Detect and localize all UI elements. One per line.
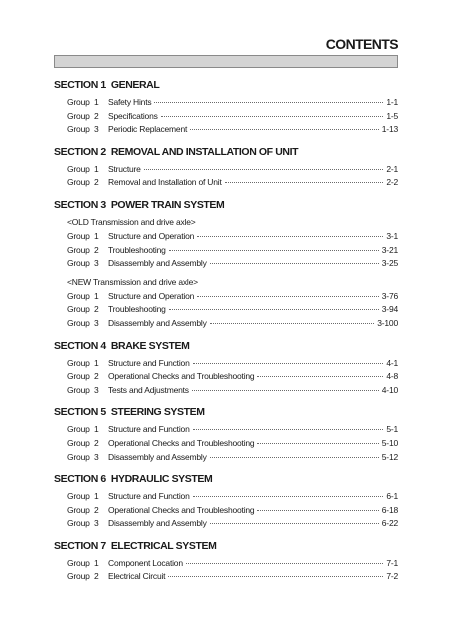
dot-leader: [210, 263, 379, 264]
entry-title: Structure and Operation: [108, 290, 195, 301]
toc-entry[interactable]: [67, 290, 398, 304]
entry-title: Operational Checks and Troubleshooting: [108, 437, 255, 448]
table-of-contents: [54, 78, 398, 592]
toc-entry[interactable]: [67, 163, 398, 177]
toc-section: [54, 198, 398, 331]
entry-page-number: 5-1: [386, 424, 398, 435]
entry-group-number: 1: [94, 290, 99, 301]
toc-section: [54, 539, 398, 584]
dot-leader: [193, 429, 384, 430]
dot-leader: [210, 457, 379, 458]
entry-group-number: 3: [94, 451, 99, 462]
dot-leader: [144, 169, 384, 170]
section-number: SECTION 7: [54, 539, 106, 552]
entry-page-number: 2-2: [386, 177, 398, 188]
toc-section: [54, 339, 398, 398]
toc-section: [54, 145, 398, 190]
section-heading: [54, 472, 398, 486]
toc-entry[interactable]: [67, 490, 398, 504]
entry-title: Operational Checks and Troubleshooting: [108, 371, 255, 382]
entry-group-number: 2: [94, 504, 99, 515]
entry-page-number: 4-8: [386, 371, 398, 382]
entry-page-number: 6-18: [381, 504, 398, 515]
entry-title: Troubleshooting: [108, 304, 166, 315]
entry-page-number: 3-21: [381, 244, 398, 255]
entry-title: Structure and Function: [108, 424, 190, 435]
dot-leader: [257, 443, 378, 444]
entry-group-label: Group: [67, 304, 90, 315]
entry-group-label: Group: [67, 97, 90, 107]
toc-entry[interactable]: [67, 230, 398, 244]
entry-page-number: 6-22: [381, 518, 398, 529]
section-title: GENERAL: [110, 79, 160, 91]
toc-entry[interactable]: [67, 123, 398, 137]
toc-entry[interactable]: [67, 504, 398, 518]
entry-title: Tests and Adjustments: [108, 384, 189, 395]
toc-entry[interactable]: [67, 96, 398, 110]
section-number: SECTION 5: [54, 406, 106, 419]
entry-group-number: 3: [94, 518, 99, 529]
section-number: SECTION 4: [54, 339, 106, 352]
entry-page-number: 4-1: [386, 357, 398, 368]
entry-title: Structure and Operation: [108, 230, 195, 241]
entry-group-number: 2: [94, 177, 99, 188]
entry-page-number: 3-100: [377, 317, 398, 328]
entry-title: Structure and Function: [108, 491, 190, 502]
entry-group-label: Group: [67, 557, 90, 568]
dot-leader: [154, 102, 383, 103]
section-title: ELECTRICAL SYSTEM: [110, 539, 217, 552]
entry-group-number: 1: [94, 357, 99, 368]
entry-group-label: Group: [67, 317, 90, 328]
toc-entry[interactable]: [67, 437, 398, 451]
entry-group-label: Group: [67, 357, 90, 368]
section-heading: [54, 539, 398, 553]
entry-group-number: 1: [94, 230, 99, 241]
toc-entry[interactable]: [67, 244, 398, 258]
dot-leader: [257, 510, 378, 511]
dot-leader: [192, 390, 379, 391]
entry-title: Safety Hints: [108, 97, 152, 107]
entry-group-label: Group: [67, 230, 90, 241]
toc-entry[interactable]: [67, 257, 398, 271]
entry-group-label: Group: [67, 384, 90, 395]
dot-leader: [193, 363, 384, 364]
toc-entry[interactable]: [67, 557, 398, 571]
entry-group-number: 3: [94, 258, 99, 269]
entry-group-label: Group: [67, 244, 90, 255]
entry-group-label: Group: [67, 258, 90, 269]
toc-entry[interactable]: [67, 423, 398, 437]
section-number: SECTION 1: [54, 79, 106, 91]
entry-group-number: 1: [94, 491, 99, 502]
section-title: HYDRAULIC SYSTEM: [110, 473, 213, 486]
toc-entry[interactable]: [67, 570, 398, 584]
entry-page-number: 1-1: [386, 97, 398, 107]
entry-page-number: 3-25: [381, 258, 398, 269]
section-heading: [54, 339, 398, 353]
toc-entry[interactable]: [67, 517, 398, 531]
toc-section: [54, 78, 398, 137]
entry-group-number: 1: [94, 424, 99, 435]
entry-page-number: 1-13: [381, 124, 398, 135]
header-rule-bar: [54, 55, 398, 68]
dot-leader: [168, 576, 383, 577]
entry-group-number: 2: [94, 244, 99, 255]
entry-title: Operational Checks and Troubleshooting: [108, 504, 255, 515]
entry-title: Disassembly and Assembly: [108, 518, 207, 529]
entry-title: Periodic Replacement: [108, 124, 188, 135]
entry-page-number: 2-1: [386, 163, 398, 174]
entry-group-label: Group: [67, 424, 90, 435]
section-title: STEERING SYSTEM: [110, 406, 205, 419]
entry-group-number: 2: [94, 571, 99, 582]
dot-leader: [169, 250, 379, 251]
entry-title: Component Location: [108, 557, 183, 568]
toc-entry[interactable]: [67, 357, 398, 371]
entry-group-label: Group: [67, 290, 90, 301]
entry-title: Electrical Circuit: [108, 571, 166, 582]
entry-title: Disassembly and Assembly: [108, 258, 207, 269]
dot-leader: [186, 563, 383, 564]
entry-title: Troubleshooting: [108, 244, 166, 255]
entry-group-label: Group: [67, 571, 90, 582]
toc-entry[interactable]: [67, 317, 398, 331]
entry-group-number: 3: [94, 124, 99, 135]
entry-title: Specifications: [108, 110, 158, 121]
section-title: REMOVAL AND INSTALLATION OF UNIT: [110, 145, 299, 158]
entry-title: Disassembly and Assembly: [108, 317, 207, 328]
entry-page-number: 6-1: [386, 491, 398, 502]
entry-group-label: Group: [67, 110, 90, 121]
entry-group-number: 2: [94, 437, 99, 448]
toc-section: [54, 472, 398, 531]
section-number: SECTION 3: [54, 198, 106, 211]
entry-page-number: 3-94: [381, 304, 398, 315]
dot-leader: [257, 376, 383, 377]
dot-leader: [190, 129, 379, 130]
entry-group-label: Group: [67, 491, 90, 502]
dot-leader: [225, 182, 384, 183]
dot-leader: [197, 296, 379, 297]
dot-leader: [169, 309, 379, 310]
entry-title: Structure: [108, 163, 141, 174]
entry-page-number: 1-5: [386, 110, 398, 121]
entry-group-number: 2: [94, 110, 99, 121]
entry-group-label: Group: [67, 451, 90, 462]
section-heading: [54, 198, 398, 212]
section-title: POWER TRAIN SYSTEM: [110, 198, 225, 211]
entry-group-label: Group: [67, 504, 90, 515]
entry-group-number: 1: [94, 557, 99, 568]
entry-page-number: 4-10: [381, 384, 398, 395]
entry-page-number: 3-76: [381, 290, 398, 301]
entry-page-number: 7-2: [386, 571, 398, 582]
entry-group-label: Group: [67, 177, 90, 188]
subsection-label: <OLD Transmission and drive axle>: [67, 216, 196, 227]
section-heading: [54, 145, 398, 159]
section-heading: [54, 405, 398, 419]
toc-entry[interactable]: [67, 384, 398, 398]
entry-group-label: Group: [67, 371, 90, 382]
section-title: BRAKE SYSTEM: [110, 339, 190, 352]
dot-leader: [210, 523, 379, 524]
toc-entry[interactable]: [67, 451, 398, 465]
toc-section: [54, 405, 398, 464]
entry-group-label: Group: [67, 518, 90, 529]
dot-leader: [210, 323, 375, 324]
subsection-label: <NEW Transmission and drive axle>: [67, 276, 198, 287]
entry-group-number: 2: [94, 304, 99, 315]
dot-leader: [193, 496, 384, 497]
entry-group-label: Group: [67, 124, 90, 135]
section-number: SECTION 6: [54, 473, 106, 486]
entry-page-number: 5-12: [381, 451, 398, 462]
toc-entry[interactable]: [67, 176, 398, 190]
entry-group-number: 2: [94, 371, 99, 382]
section-heading: [54, 78, 398, 92]
entry-group-number: 3: [94, 317, 99, 328]
toc-entry[interactable]: [67, 303, 398, 317]
dot-leader: [161, 116, 384, 117]
page-title: CONTENTS: [325, 36, 398, 52]
entry-group-number: 3: [94, 384, 99, 395]
entry-page-number: 5-10: [381, 437, 398, 448]
dot-leader: [197, 236, 383, 237]
entry-group-label: Group: [67, 437, 90, 448]
entry-page-number: 7-1: [386, 557, 398, 568]
entry-group-label: Group: [67, 163, 90, 174]
toc-entry[interactable]: [67, 110, 398, 124]
toc-entry[interactable]: [67, 370, 398, 384]
entry-group-number: 1: [94, 97, 99, 107]
entry-group-number: 1: [94, 163, 99, 174]
entry-page-number: 3-1: [386, 230, 398, 241]
entry-title: Structure and Function: [108, 357, 190, 368]
entry-title: Removal and Installation of Unit: [108, 177, 222, 188]
section-number: SECTION 2: [54, 145, 106, 158]
entry-title: Disassembly and Assembly: [108, 451, 207, 462]
